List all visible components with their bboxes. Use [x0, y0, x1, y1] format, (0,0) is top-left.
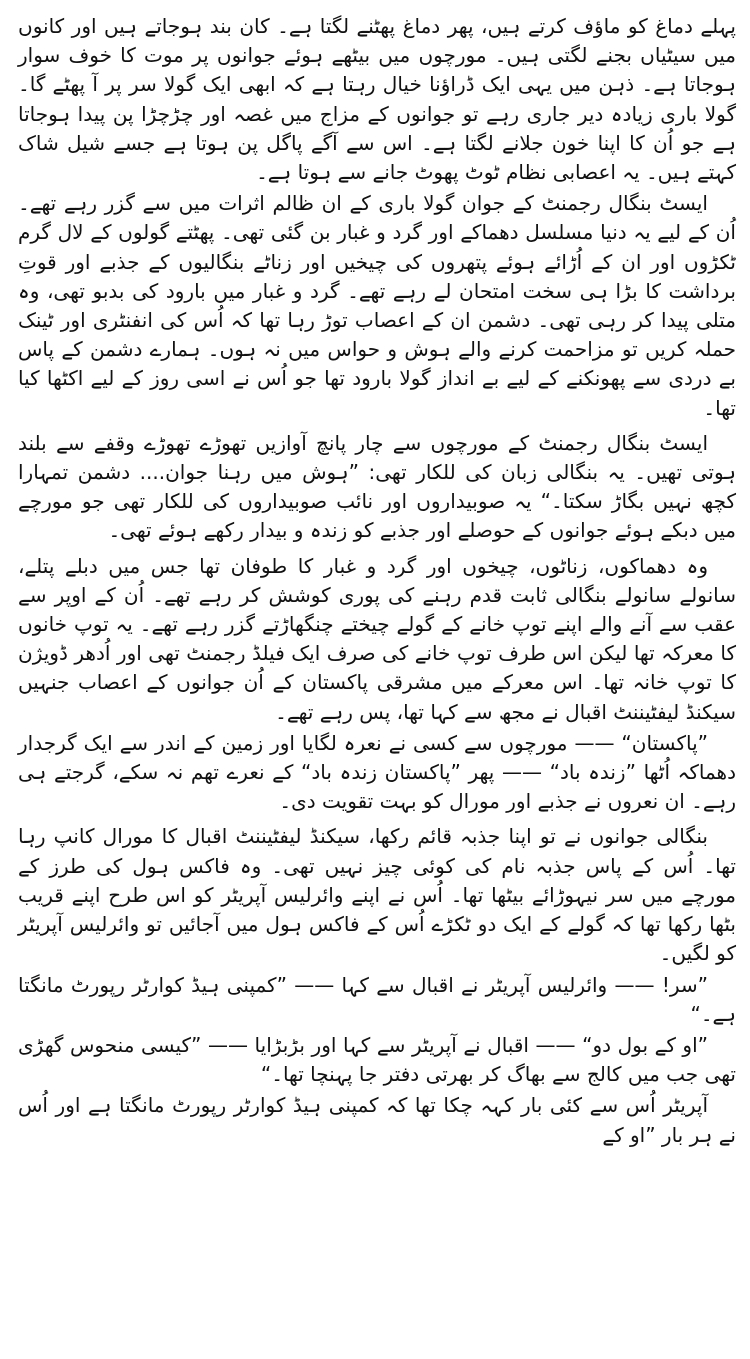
paragraph-okay-reply: ”او کے بول دو“ —— اقبال نے آپریٹر سے کہا اور بڑبڑایا —— ”کیسی منحوس گھڑی تھی جب میں کالج سے بھاگ کر بھرتی دفتر جا پہنچا تھا۔“ [18, 1032, 736, 1087]
paragraph-wireless-report: ”سر! —— وائرلیس آپریٹر نے اقبال سے کہا —— ”کمپنی ہیڈ کوارٹر رپورٹ مانگتا ہے۔“ [18, 972, 736, 1026]
paragraph-bengal-regiment-bombardment: ایسٹ بنگال رجمنٹ کے جوان گولا باری کے ان ظالم اثرات میں سے گزر رہے تھے۔ اُن کے لیے یہ دنیا مسلسل دھماکے اور گرد و غبار بن گئی تھی۔ پھٹتے گولوں کے لال گرم ٹکڑوں اور ان کے اُڑائے ہوئے پتھروں کی چیخیں اور زناٹے بنگالیوں کے جذبے اور قوتِ برداشت کا بڑا ہی سخت امتحان لے رہے تھے۔ گرد و غبار میں بارود کی بدبو تھی، وہ متلی پیدا کر رہی تھی۔ دشمن ان کے اعصاب توڑ رہا تھا کہ اُس کی انفنٹری اور ٹینک حملہ کریں تو مزاحمت کرنے والے ہوش و حواس میں نہ ہوں۔ ہمارے دشمن کے پاس بے دردی سے پھونکنے کے لیے بے انداز گولا بارود تھا جو اُس نے اسی روز کے لیے اکٹھا کیا تھا۔ [18, 191, 736, 420]
paragraph-artillery-battle: وہ دھماکوں، زناٹوں، چیخوں اور گرد و غبار کا طوفان تھا جس میں دبلے پتلے، سانولے سانولے بنگالی ثابت قدم رہنے کی پوری کوشش کر رہے تھے۔ اُن کے اوپر سے عقب سے آنے والے اپنے توپ خانے کے گولے چیختے چنگھاڑتے گزر رہے تھے۔ یہ توپ خانوں کا معرکہ تھا لیکن اس طرف توپ خانے کی صرف ایک فیلڈ رجمنٹ تھی اور اُدھر ڈویژن کا توپ خانہ تھا۔ اس معرکے میں مشرقی پاکستان کے اُن جوانوں کے اعصاب جنہیں سیکنڈ لیفٹیننٹ اقبال نے مجھ سے کہا تھا، پس رہے تھے۔ [18, 553, 736, 724]
paragraph-pakistan-slogan: ”پاکستان“ —— مورچوں سے کسی نے نعرہ لگایا اور زمین کے اندر سے ایک گرجدار دھماکہ اُٹھا ”زندہ باد“ —— پھر ”پاکستان زندہ باد“ کے نعرے تھم نہ سکے، گرجتے ہی رہے۔ ان نعروں نے جذبے اور مورال کو بہت تقویت دی۔ [18, 730, 736, 814]
paragraph-subedar-calls: ایسٹ بنگال رجمنٹ کے مورچوں سے چار پانچ آوازیں تھوڑے تھوڑے وقفے سے بلند ہوتی تھیں۔ یہ بنگالی زبان کی للکار تھی: ”ہوش میں رہنا جوان.... دشمن تمہارا کچھ نہیں بگاڑ سکتا۔“ یہ صوبیداروں اور نائب صوبیداروں کی للکار تھی جو مورچے میں دبکے ہوئے جوانوں کے حوصلے اور جذبے کو زندہ و بیدار رکھے ہوئے تھی۔ [18, 430, 736, 543]
paragraph-operator-repeats: آپریٹر اُس سے کئی بار کہہ چکا تھا کہ کمپنی ہیڈ کوارٹر رپورٹ مانگتا ہے اور اُس نے ہر بار ”او کے [18, 1093, 736, 1147]
paragraph-lieutenant-iqbal-morale: بنگالی جوانوں نے تو اپنا جذبہ قائم رکھا، سیکنڈ لیفٹیننٹ اقبال کا مورال کانپ رہا تھا۔ اُس کے پاس جذبہ نام کی کوئی چیز نہیں تھی۔ وہ فاکس ہول کی طرز کے مورچے میں سر نیہوڑائے بیٹھا تھا۔ اُس نے اپنے وائرلیس آپریٹر کو اس طرح اپنے قریب بٹھا رکھا تھا کہ گولے کے ایک دو ٹکڑے اُس کے فاکس ہول میں آجائیں تو وائرلیس آپریٹر کو لگیں۔ [18, 824, 736, 966]
paragraph-shell-shock: پہلے دماغ کو ماؤف کرتے ہیں، پھر دماغ پھٹنے لگتا ہے۔ کان بند ہوجاتے ہیں اور کانوں میں سیٹیاں بجنے لگتی ہیں۔ مورچوں میں بیٹھے ہوئے جوانوں پر موت کا خوف سوار ہوجاتا ہے۔ ذہن میں یہی ایک ڈراؤنا خیال رہتا ہے کہ ابھی ایک گولا سر پر آ پھٹے گا۔ گولا باری زیادہ دیر جاری رہے تو جوانوں کے مزاج میں غصہ اور چڑچڑا پن پیدا ہوجاتا ہے جو اُن کا اپنا خون جلانے لگتا ہے۔ اس سے آگے پاگل پن ہوتا ہے جسے شیل شاک کہتے ہیں۔ یہ اعصابی نظام ٹوٹ پھوٹ جانے سے ہوتا ہے۔ [18, 14, 736, 185]
